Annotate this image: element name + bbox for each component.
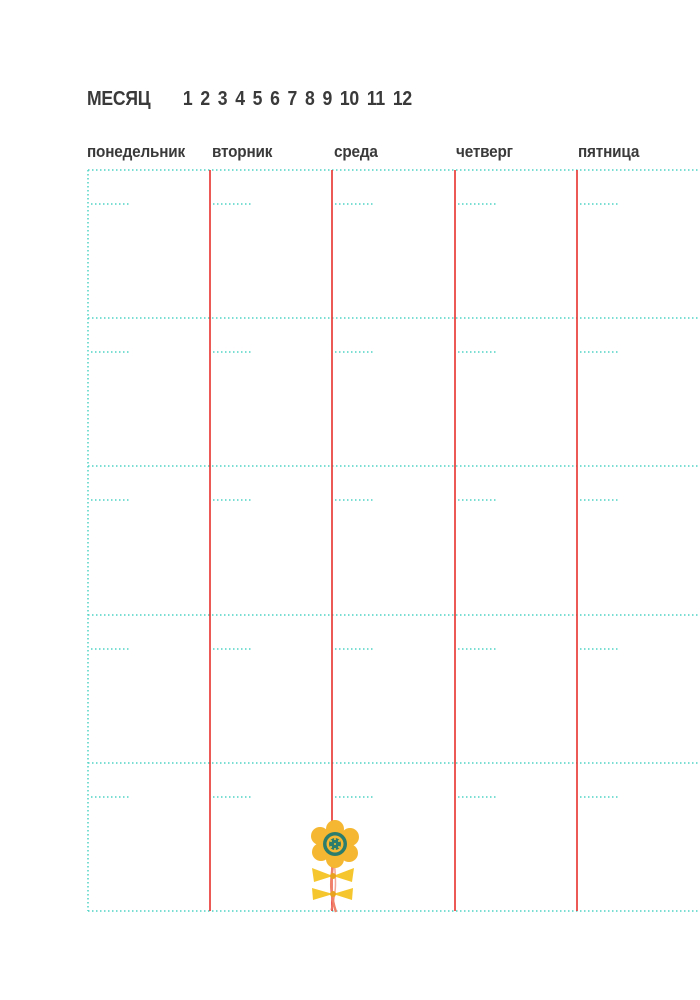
weekday-header-tuesday: вторник — [212, 142, 273, 161]
weekday-header-friday: пятница — [578, 142, 640, 161]
month-number-4[interactable]: 4 — [235, 87, 245, 110]
month-number-3[interactable]: 3 — [217, 87, 228, 110]
month-number-10[interactable]: 10 — [339, 87, 359, 110]
weekday-header-monday: понедельник — [87, 142, 186, 161]
month-label: МЕСЯЦ — [87, 87, 151, 110]
month-number-9[interactable]: 9 — [322, 87, 332, 110]
month-number-1[interactable]: 1 — [182, 87, 193, 110]
flower-icon — [304, 818, 366, 914]
month-number-6[interactable]: 6 — [270, 87, 280, 110]
weekday-header-wednesday: среда — [334, 142, 378, 161]
month-number-12[interactable]: 12 — [392, 87, 412, 110]
month-number-5[interactable]: 5 — [252, 87, 263, 110]
month-number-8[interactable]: 8 — [305, 87, 315, 110]
weekday-header-thursday: четверг — [456, 142, 513, 161]
month-number-2[interactable]: 2 — [200, 87, 210, 110]
month-number-7[interactable]: 7 — [287, 87, 298, 110]
month-number-11[interactable]: 11 — [366, 87, 385, 110]
